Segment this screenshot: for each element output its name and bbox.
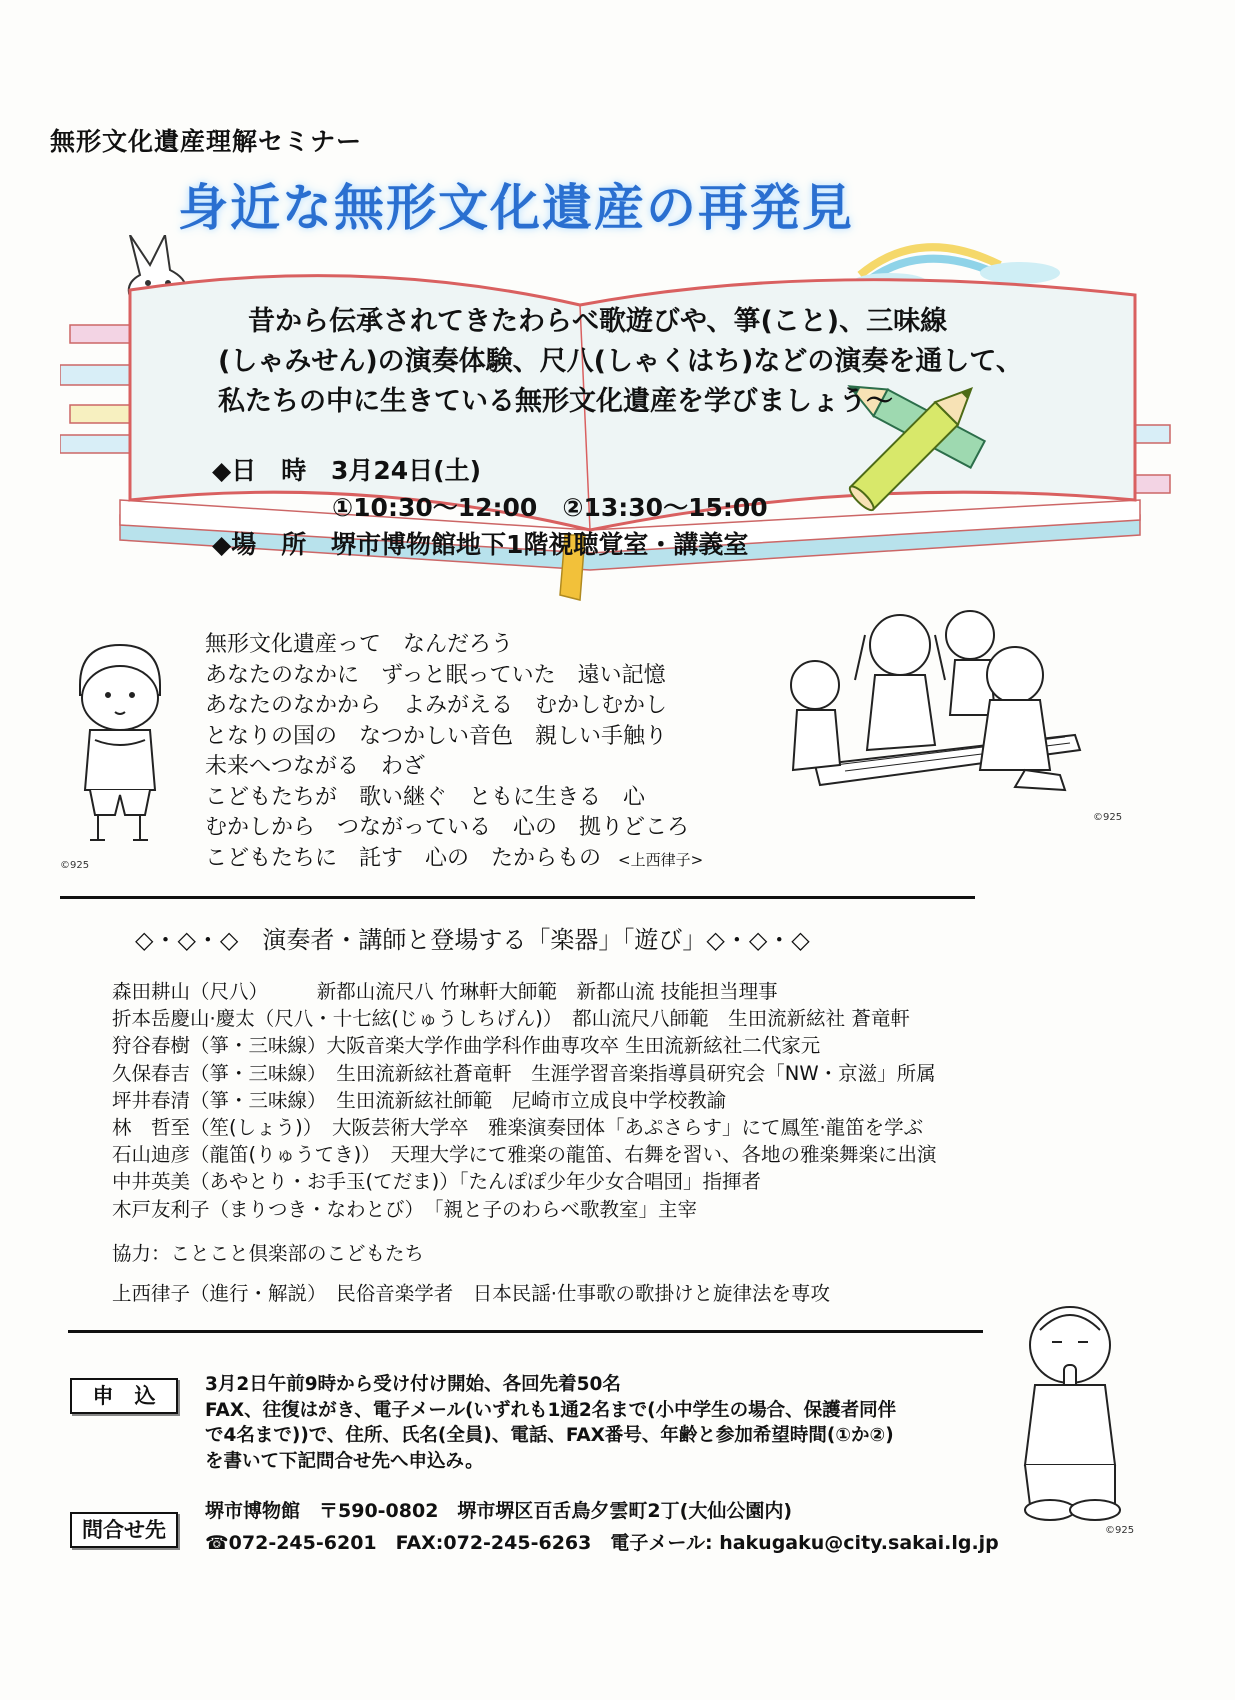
divider: [68, 1330, 983, 1333]
intro-line: 昔から伝承されてきたわらべ歌遊びや、箏(こと)、三味線: [248, 306, 948, 337]
intro-text: [218, 302, 1048, 422]
apply-text: [205, 1372, 1015, 1474]
illustration-credit: ©925: [1105, 1525, 1135, 1536]
illustration-credit: ©925: [60, 860, 90, 871]
performer-row: 石山迪彦（龍笛(りゅうてき)） 天理大学にて雅楽の龍笛、右舞を習い、各地の雅楽舞楽に出演: [112, 1143, 937, 1167]
performer-row: 林 哲至（笙(しょう)） 大阪芸術大学卒 雅楽演奏団体「あぷさらす」にて鳳笙·龍笛を学ぶ: [112, 1116, 924, 1140]
lead-speaker: 上西律子（進行・解説） 民俗音楽学者 日本民謡·仕事歌の歌掛けと旋律法を専攻: [112, 1282, 830, 1305]
child-illustration-left: [60, 640, 180, 855]
place-value: 堺市博物館地下1階視聴覚室・講義室: [330, 530, 749, 559]
date-label: ◆日 時: [212, 456, 307, 485]
performer-row: 久保春吉（箏・三味線） 生田流新絃社蒼竜軒 生涯学習音楽指導員研究会「NW・京滋」所属: [112, 1061, 936, 1085]
performer-row: 狩谷春樹（箏・三味線）大阪音楽大学作曲学科作曲専攻卒 生田流新絃社二代家元: [112, 1034, 821, 1058]
performer-row: 木戸友利子（まりつき・なわとび） 「親と子のわらべ歌教室」主宰: [112, 1197, 698, 1221]
poem-line: となりの国の なつかしい音色 親しい手触り: [205, 723, 668, 749]
poem-line: こどもたちに 託す 心の たからもの: [205, 845, 602, 871]
performer-row: 折本岳慶山·慶太（尺八・十七絃(じゅうしちげん)） 都山流尺八師範 生田流新絃社 蒼竜軒: [112, 1007, 910, 1031]
contact-text: [205, 1495, 999, 1559]
contact-label: 問合せ先: [70, 1512, 178, 1548]
series-title: 無形文化遺産理解セミナー: [50, 127, 363, 156]
performers-heading: ◇・◇・◇ 演奏者・講師と登場する「楽器」「遊び」◇・◇・◇: [135, 926, 810, 954]
apply-line: を書いて下記問合せ先へ申込み。: [205, 1450, 484, 1472]
contact-address: 堺市博物館 〒590-0802 堺市堺区百舌鳥夕雲町2丁(大仙公園内): [205, 1500, 793, 1522]
poem-line: こどもたちが 歌い継ぐ ともに生きる 心: [205, 784, 646, 810]
place-label: ◆場 所: [212, 530, 307, 559]
apply-line: FAX、往復はがき、電子メール(いずれも1通2名まで(小中学生の場合、保護者同伴: [205, 1399, 897, 1421]
contact-phone-email: ☎072-245-6201 FAX:072-245-6263 電子メール: hakugaku@city.sakai.lg.jp: [205, 1532, 999, 1554]
date-value: 3月24日(土): [330, 456, 481, 485]
divider: [60, 896, 975, 899]
event-info: [212, 452, 768, 563]
child-flute-illustration: [1010, 1300, 1130, 1530]
poem-line: 無形文化遺産って なんだろう: [205, 632, 514, 657]
illustration-credit: ©925: [1093, 812, 1123, 823]
children-koto-illustration: [775, 605, 1095, 830]
main-title: 身近な無形文化遺産の再発見: [178, 179, 854, 237]
performer-row: 森田耕山（尺八） 新都山流尺八 竹琳軒大師範 新都山流 技能担当理事: [112, 980, 778, 1003]
cooperation-text: 協力：ことこと倶楽部のこどもたち: [112, 1242, 425, 1265]
performer-row: 中井英美（あやとり・お手玉(てだま)）「たんぽぽ少年少女合唱団」指揮者: [112, 1170, 761, 1194]
poem: [205, 630, 703, 875]
performers-list: [112, 978, 936, 1223]
poem-author: <上西律子>: [618, 850, 704, 869]
apply-line: 3月2日午前9時から受け付け開始、各回先着50名: [205, 1374, 621, 1395]
session-times: ①10:30〜12:00 ②13:30〜15:00: [332, 493, 768, 522]
poem-line: むかしから つながっている 心の 拠りどころ: [205, 815, 690, 840]
apply-line: で4名まで))で、住所、氏名(全員)、電話、FAX番号、年齢と参加希望時間(①か②): [205, 1425, 894, 1446]
intro-line: 私たちの中に生きている無形文化遺産を学びましょう〜: [218, 386, 893, 417]
poem-line: あなたのなかから よみがえる むかしむかし: [205, 693, 668, 718]
poem-line: あなたのなかに ずっと眠っていた 遠い記憶: [205, 662, 666, 688]
poem-line: 未来へつながる わざ: [205, 754, 426, 779]
performer-row: 坪井春清（箏・三味線） 生田流新絃社師範 尼崎市立成良中学校教諭: [112, 1088, 727, 1112]
intro-line: (しゃみせん)の演奏体験、尺八(しゃくはち)などの演奏を通して、: [218, 346, 1023, 377]
apply-label: 申 込: [70, 1378, 178, 1414]
